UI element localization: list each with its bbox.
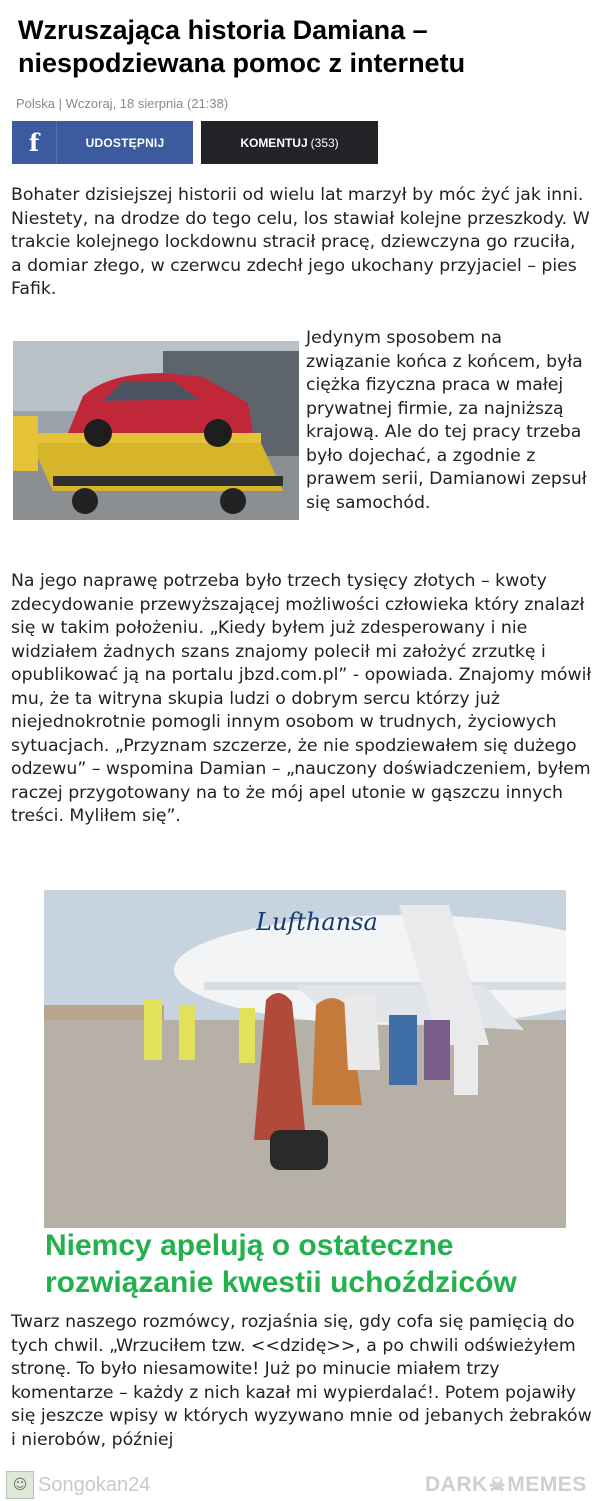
- comment-label: KOMENTUJ: [240, 135, 308, 150]
- avatar-icon: ☺: [6, 1471, 34, 1499]
- article-paragraph-4: Twarz naszego rozmówcy, rozjaśnia się, gdy cofa się pamięcią do tych chwil. „Wrzuciłem tzw. <<dzidę>>, a po chwili odświeżyłem stronę. To było niesamowite! Już po minucie miałem trzy komentarze – każdy z nich kazał mi wypierdalać!. Potem pojawiły się jeszcze wpisy w których wyzywano mnie od jebanych żebraków i nierobów, później: [11, 1312, 592, 1450]
- watermark-user: [6, 1471, 150, 1499]
- article-paragraph-3: Na jego naprawę potrzeba było trzech tysięcy złotych – kwoty zdecydowanie przewyższającej możliwości człowieka który znalazł się w takim położeniu. „Kiedy byłem już zdesperowany i nie widziałem żadnych szans znajomy polecił mi założyć zrzutkę i opublikować ją na portalu jbzd.com.pl” - opowiada. Znajomy mówił mu, że ta witryna skupia ludzi o dobrym sercu którzy już niejednokrotnie pomogli innym osobom w trudnych, życiowych sytuacjach. „Przyznam szczerze, że nie spodziewałem się dużego odzewu” – wspomina Damian – „nauczony doświadczeniem, byłem raczej przygotowany na to że mój apel utonie w gąszczu innych treści. Myliłem się”.: [11, 571, 592, 826]
- article-meta: Polska | Wczoraj, 18 sierpnia (21:38): [16, 96, 229, 111]
- airplane-livery-text: Lufthansa: [256, 908, 378, 936]
- facebook-icon: f: [12, 121, 57, 164]
- share-label: UDOSTĘPNIJ: [85, 135, 165, 150]
- airport-boarding-photo: [44, 890, 566, 1228]
- share-button[interactable]: [12, 121, 193, 164]
- watermark-logo: DARK ☠ MEMES: [425, 1473, 587, 1496]
- article-paragraph-2: Jedynym sposobem na związanie końca z końcem, była ciężka fizyczna praca w małej prywatnej firmie, za najniższą krajową. Ale do tej pracy trzeba było dojechać, a zgodnie z prawem serii, Damianowi zepsuł się samochód.: [306, 328, 587, 513]
- comment-button[interactable]: [201, 121, 378, 164]
- tow-truck-photo: [13, 341, 299, 520]
- article-paragraph-1: Bohater dzisiejszej historii od wielu lat marzył by móc żyć jak inni. Niestety, na drodze do tego celu, los stawiał kolejne przeszkody. W trakcie kolejnego lockdownu stracił pracę, dziewczyna go rzuciła, a domiar złego, w czerwcu zdechł jego ukochany przyjaciel – pies Fafik.: [11, 185, 590, 299]
- watermark-username: Songokan24: [38, 1473, 151, 1496]
- comment-count: (353): [310, 135, 339, 150]
- skull-icon: ☠: [488, 1474, 507, 1496]
- inserted-headline: Niemcy apelują o ostateczne rozwiązanie kwestii uchoździców: [45, 1229, 517, 1299]
- article-title: Wzruszająca historia Damiana – niespodziewana pomoc z internetu: [18, 15, 466, 78]
